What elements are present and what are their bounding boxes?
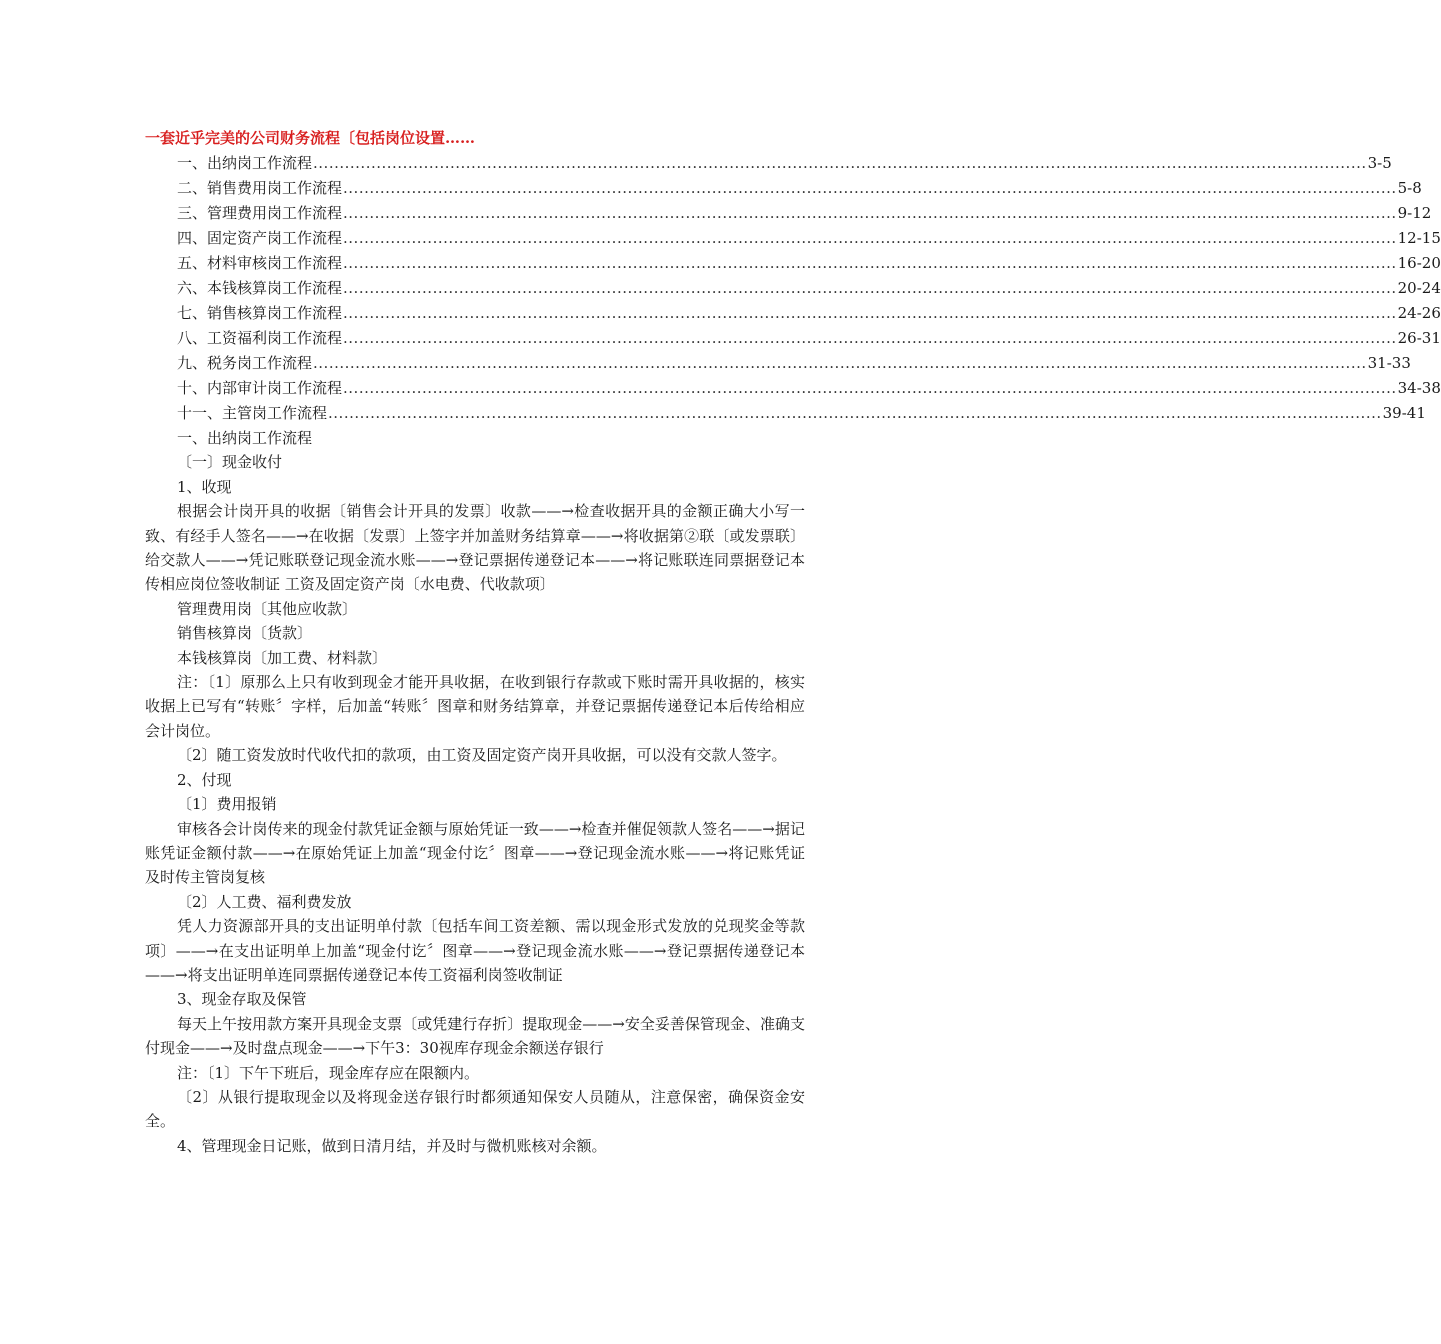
- toc-page-range: 39-41: [1382, 404, 1426, 422]
- toc-entry[interactable]: [145, 326, 1441, 351]
- toc-entry-label: 八、工资福利岗工作流程: [177, 329, 343, 347]
- toc-leader-dots: ........................................................................................................................................................................................................: [313, 154, 1367, 172]
- paragraph: 销售核算岗〔货款〕: [177, 624, 313, 643]
- toc-entry[interactable]: [145, 226, 1441, 251]
- paragraph: 每天上午按用款方案开具现金支票〔或凭建行存折〕提取现金——→安全妥善保管现金、准确支付现金——→及时盘点现金——→下午3：30视库存现金余额送存银行: [145, 1014, 805, 1058]
- toc-entry-label: 四、固定资产岗工作流程: [177, 229, 343, 247]
- toc-entry-label: 十一、主管岗工作流程: [177, 404, 328, 422]
- toc-leader-dots: ........................................................................................................................................................................................................: [328, 404, 1382, 422]
- toc-leader-dots: ........................................................................................................................................................................................................: [313, 354, 1367, 372]
- toc-page-range: 3-5: [1367, 154, 1392, 172]
- toc-leader-dots: ........................................................................................................................................................................................................: [343, 254, 1397, 272]
- toc-leader-dots: ........................................................................................................................................................................................................: [343, 229, 1397, 247]
- toc-leader-dots: ........................................................................................................................................................................................................: [343, 204, 1397, 222]
- toc-leader-dots: ........................................................................................................................................................................................................: [343, 179, 1397, 197]
- paragraph: 注：〔1〕原那么上只有收到现金才能开具收据，在收到银行存款或下账时需开具收据的，核实收据上已写有“转账〞字样，后加盖“转账〞图章和财务结算章，并登记票据传递登记本后传给相应会计岗位。: [145, 673, 805, 740]
- toc-page-range: 34-38: [1397, 379, 1441, 397]
- table-of-contents: [145, 151, 1441, 426]
- toc-page-range: 24-26: [1397, 304, 1441, 322]
- toc-entry-label: 五、材料审核岗工作流程: [177, 254, 343, 272]
- paragraph: 3、现金存取及保管: [177, 990, 307, 1009]
- toc-page-range: 31-33: [1367, 354, 1411, 372]
- paragraph: 本钱核算岗〔加工费、材料款〕: [177, 648, 388, 667]
- toc-entry[interactable]: [145, 176, 1422, 201]
- body-text: [145, 426, 805, 1158]
- toc-entry[interactable]: [145, 301, 1441, 326]
- toc-page-range: 5-8: [1397, 179, 1422, 197]
- toc-page-range: 16-20: [1397, 254, 1441, 272]
- paragraph: 〔2〕随工资发放时代收代扣的款项，由工资及固定资产岗开具收据，可以没有交款人签字。: [177, 746, 787, 765]
- toc-page-range: 12-15: [1397, 229, 1441, 247]
- toc-entry[interactable]: [145, 276, 1441, 301]
- toc-leader-dots: ........................................................................................................................................................................................................: [343, 279, 1397, 297]
- toc-leader-dots: ........................................................................................................................................................................................................: [343, 329, 1397, 347]
- paragraph: 〔2〕人工费、福利费发放: [177, 892, 352, 911]
- paragraph: 1、收现: [177, 477, 232, 496]
- paragraph: 管理费用岗〔其他应收款〕: [177, 599, 358, 618]
- paragraph: 〔2〕从银行提取现金以及将现金送存银行时都须通知保安人员随从，注意保密，确保资金安全。: [145, 1087, 805, 1131]
- paragraph: 2、付现: [177, 770, 232, 789]
- toc-entry[interactable]: [145, 351, 1411, 376]
- toc-page-range: 20-24: [1397, 279, 1441, 297]
- toc-leader-dots: ........................................................................................................................................................................................................: [343, 379, 1397, 397]
- paragraph: 审核各会计岗传来的现金付款凭证金额与原始凭证一致——→检查并催促领款人签名——→据记账凭证金额付款——→在原始凭证上加盖“现金付讫〞图章——→登记现金流水账——→将记账凭证及时传主管岗复核: [145, 819, 805, 887]
- toc-entry[interactable]: [145, 201, 1432, 226]
- toc-entry-label: 三、管理费用岗工作流程: [177, 204, 343, 222]
- toc-entry-label: 七、销售核算岗工作流程: [177, 304, 343, 322]
- paragraph: 〔一〕现金收付: [177, 453, 283, 472]
- paragraph: 根据会计岗开具的收据〔销售会计开具的发票〕收款——→检查收据开具的金额正确大小写一致、有经手人签名——→在收据〔发票〕上签字并加盖财务结算章——→将收据第②联〔或发票联〕给交款人——→凭记账联登记现金流水账——→登记票据传递登记本——→将记账联连同票据登记本传相应岗位签收制证 工资及固定资产岗〔水电费、代收款项〕: [145, 502, 805, 594]
- paragraph: 一、出纳岗工作流程: [177, 429, 313, 447]
- toc-entry-label: 二、销售费用岗工作流程: [177, 179, 343, 197]
- toc-entry[interactable]: [145, 376, 1441, 401]
- toc-entry-label: 六、本钱核算岗工作流程: [177, 279, 343, 297]
- paragraph: 〔1〕费用报销: [177, 795, 277, 814]
- toc-entry[interactable]: [145, 401, 1426, 426]
- paragraph: 凭人力资源部开具的支出证明单付款〔包括车间工资差额、需以现金形式发放的兑现奖金等款项〕——→在支出证明单上加盖“现金付讫〞图章——→登记现金流水账——→登记票据传递登记本——→将支出证明单连同票据传递登记本传工资福利岗签收制证: [145, 917, 805, 984]
- toc-entry-label: 九、税务岗工作流程: [177, 354, 313, 372]
- toc-entry-label: 一、出纳岗工作流程: [177, 154, 313, 172]
- document-title: 一套近乎完美的公司财务流程〔包括岗位设置……: [145, 129, 476, 147]
- toc-page-range: 26-31: [1397, 329, 1441, 347]
- toc-leader-dots: ........................................................................................................................................................................................................: [343, 304, 1397, 322]
- toc-entry-label: 十、内部审计岗工作流程: [177, 379, 343, 397]
- document-body: [145, 126, 1441, 1158]
- toc-entry[interactable]: [145, 251, 1441, 276]
- paragraph: 4、管理现金日记账，做到日清月结，并及时与微机账核对余额。: [177, 1136, 607, 1155]
- paragraph: 注：〔1〕下午下班后，现金库存应在限额内。: [177, 1063, 480, 1082]
- toc-page-range: 9-12: [1397, 204, 1432, 222]
- toc-entry[interactable]: [145, 151, 1392, 176]
